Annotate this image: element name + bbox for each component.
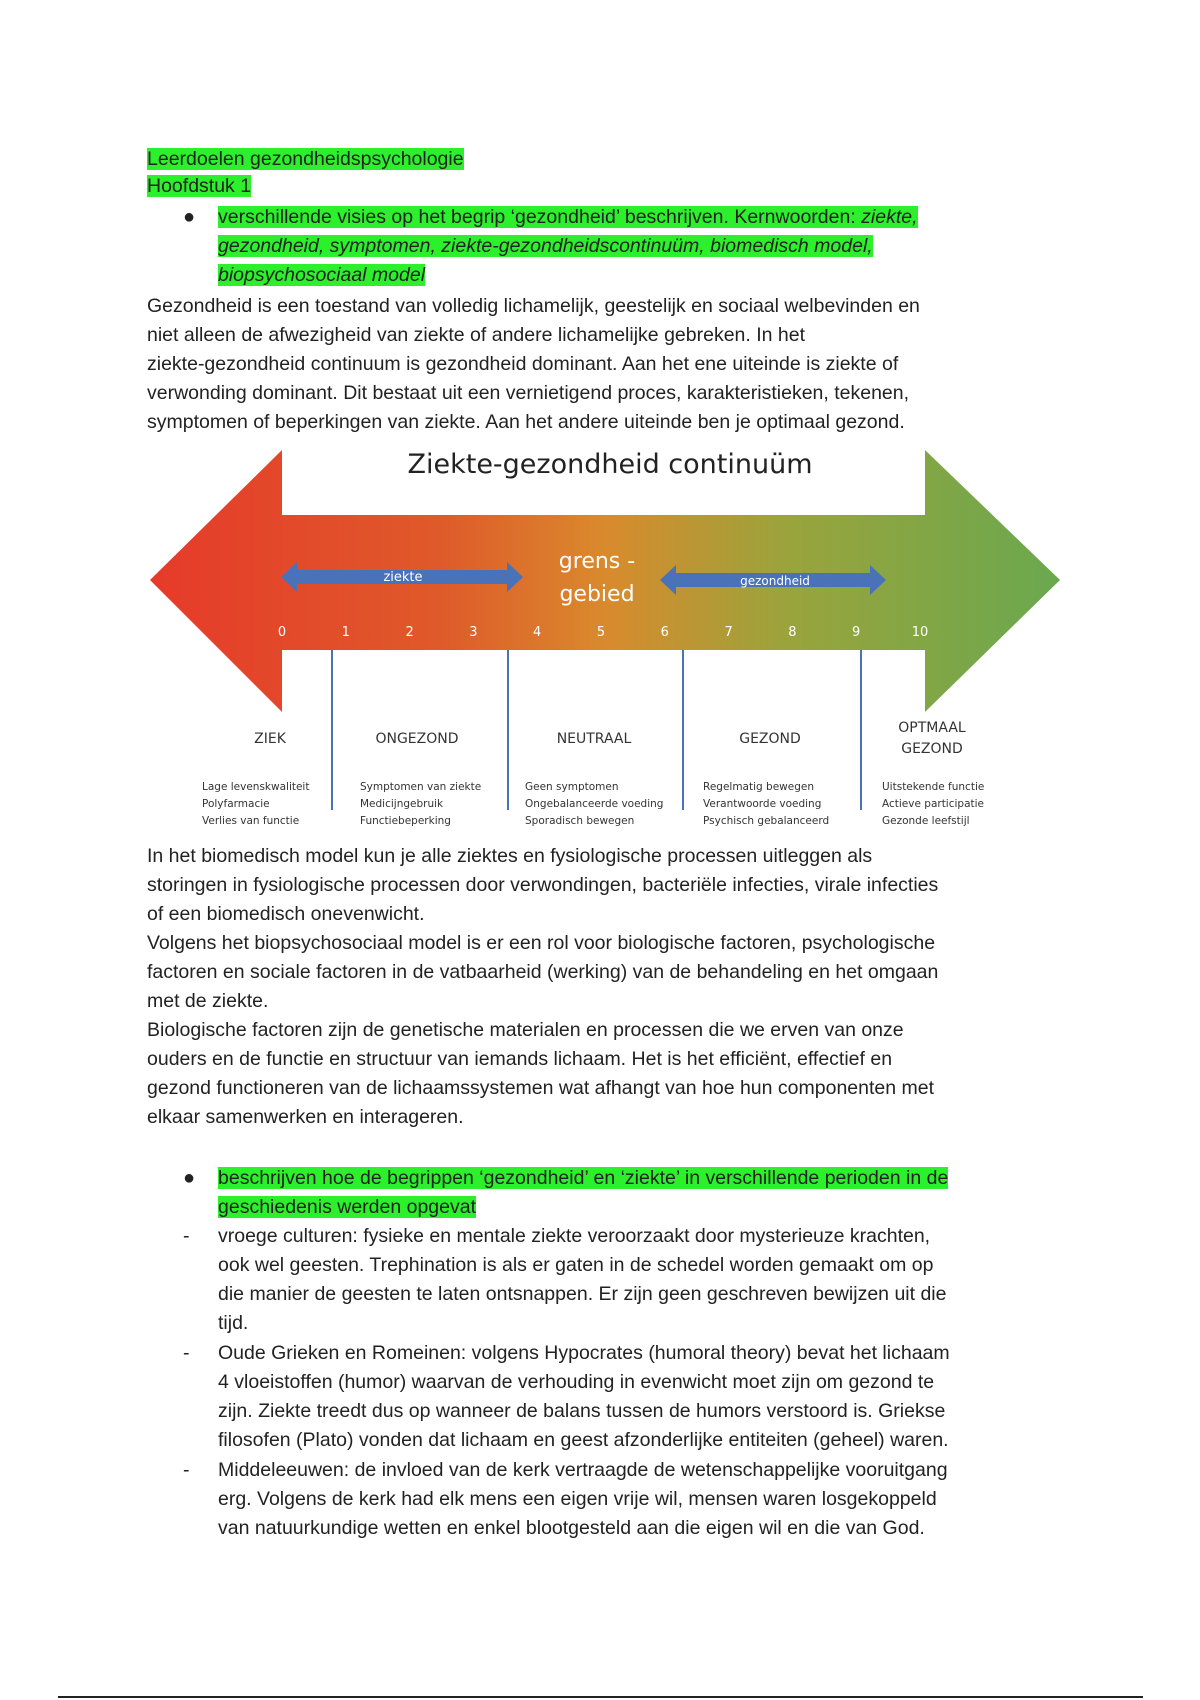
category-items-ongezond [360, 781, 481, 827]
category-item: Uitstekende functie [882, 781, 985, 793]
learning-goal-1: verschillende visies op het begrip ‘gezondheid’ beschrijven. Kernwoorden: ziekte, [218, 206, 918, 228]
bullet-dot: ● [183, 1167, 196, 1189]
paragraph-1-line: verwonding dominant. Dit bestaat uit een vernietigend proces, karakteristieken, tekenen, [147, 382, 910, 404]
scale-number: 5 [596, 625, 606, 640]
category-item: Actieve participatie [882, 798, 985, 810]
history-item-line: filosofen (Plato) vonden dat lichaam en geest afzonderlijke entiteiten (geheel) waren. [218, 1429, 949, 1451]
category-items-optimaal [882, 781, 984, 827]
category-items-gezond [703, 781, 829, 827]
scale-number: 2 [405, 625, 414, 640]
scale-number: 0 [277, 625, 287, 640]
history-item-line: vroege culturen: fysieke en mentale ziekte veroorzaakt door mysterieuze krachten, [218, 1225, 931, 1247]
category-item: Verantwoorde voeding [703, 798, 822, 810]
category-item: Geen symptomen [525, 781, 619, 793]
paragraph-2-line: met de ziekte. [147, 990, 269, 1012]
history-item-line: 4 vloeistoffen (humor) waarvan de verhouding in evenwicht moet zijn om gezond te [218, 1371, 935, 1393]
paragraph-2-line: Biologische factoren zijn de genetische materialen en processen die we erven van onze [147, 1019, 904, 1041]
category-item: Functiebeperking [360, 815, 451, 827]
category-gezond: GEZOND [739, 731, 801, 747]
bullet-dot: ● [183, 206, 196, 228]
history-item-line: Oude Grieken en Romeinen: volgens Hypocrates (humoral theory) bevat het lichaam [218, 1342, 950, 1364]
scale-number: 9 [852, 625, 861, 640]
category-item: Symptomen van ziekte [360, 781, 482, 793]
category-item: Sporadisch bewegen [525, 815, 635, 827]
learning-goal-1-line2: gezondheid, symptomen, ziekte-gezondheidscontinuüm, biomedisch model, [218, 235, 873, 257]
category-item: Lage levenskwaliteit [202, 781, 310, 793]
category-optimaal-line1: OPTMAAL [898, 720, 966, 736]
grensgebied-label-line1: grens - [558, 549, 636, 574]
history-item-line: Middeleeuwen: de invloed van de kerk vertraagde de wetenschappelijke vooruitgang [218, 1459, 948, 1481]
category-item: Gezonde leefstijl [882, 815, 970, 827]
gezondheid-range-label: gezondheid [740, 574, 810, 588]
category-item: Regelmatig bewegen [703, 781, 814, 793]
category-items-ziek [202, 781, 309, 827]
history-item-line: zijn. Ziekte treedt dus op wanneer de balans tussen de humors verstoord is. Griekse [218, 1400, 946, 1422]
history-item-line: van natuurkundige wetten en enkel blootgesteld aan die eigen wil en die van God. [218, 1517, 925, 1539]
category-neutraal: NEUTRAAL [556, 731, 632, 747]
paragraph-2-line: ouders en de functie en structuur van iemands lichaam. Het is het efficiënt, effectief en [147, 1048, 893, 1070]
history-item-line: erg. Volgens de kerk had elk mens een eigen vrije wil, mensen waren losgekoppeld [218, 1488, 937, 1510]
learning-goal-1-line3: biopsychosociaal model [218, 264, 426, 286]
scale-number: 7 [724, 625, 733, 640]
footer-rule [58, 1696, 1143, 1698]
scale-number: 4 [533, 625, 542, 640]
learning-goal-2-line2: geschiedenis werden opgevat [218, 1196, 477, 1218]
category-item: Psychisch gebalanceerd [703, 815, 830, 827]
document-title: Leerdoelen gezondheidspsychologie [147, 148, 464, 170]
dash-marker: - [183, 1225, 190, 1247]
paragraph-1-line: ziekte-gezondheid continuum is gezondheid dominant. Aan het ene uiteinde is ziekte of [147, 353, 899, 375]
paragraph-1-line: symptomen of beperkingen van ziekte. Aan het andere uiteinde ben je optimaal gezond. [147, 411, 905, 433]
history-item-line: ook wel geesten. Trephination is als er gaten in de schedel worden gemaakt om op [218, 1254, 934, 1276]
continuum-diagram [145, 440, 1065, 840]
paragraph-2-line: elkaar samenwerken en interageren. [147, 1106, 464, 1128]
category-item: Ongebalanceerde voeding [525, 798, 664, 810]
paragraph-1-line: Gezondheid is een toestand van volledig lichamelijk, geestelijk en sociaal welbevinden en [147, 295, 920, 317]
chapter-heading: Hoofdstuk 1 [147, 175, 252, 197]
scale-number: 3 [469, 625, 478, 640]
learning-goal-2: beschrijven hoe de begrippen ‘gezondheid’ en ‘ziekte’ in verschillende perioden in de [218, 1167, 949, 1189]
scale-number: 1 [341, 625, 350, 640]
paragraph-2-line: storingen in fysiologische processen door verwondingen, bacteriële infecties, virale infecties [147, 874, 939, 896]
category-ziek: ZIEK [254, 731, 286, 747]
ziekte-range-label: ziekte [383, 570, 423, 585]
grensgebied-label-line2: gebied [559, 582, 635, 607]
scale-number: 8 [788, 625, 797, 640]
paragraph-1-line: niet alleen de afwezigheid van ziekte of andere lichamelijke gebreken. In het [147, 324, 806, 346]
paragraph-2-line: Volgens het biopsychosociaal model is er een rol voor biologische factoren, psychologische [147, 932, 936, 954]
category-ongezond: ONGEZOND [375, 731, 459, 747]
dash-marker: - [183, 1342, 190, 1364]
paragraph-2-line: gezond functioneren van de lichaamssystemen wat afhangt van hoe hun componenten met [147, 1077, 935, 1099]
category-items-neutraal [525, 781, 663, 827]
paragraph-2-line: factoren en sociale factoren in de vatbaarheid (werking) van de behandeling en het omgaan [147, 961, 939, 983]
scale-number: 6 [660, 625, 669, 640]
scale-number: 10 [911, 625, 929, 640]
dash-marker: - [183, 1459, 190, 1481]
history-item-line: die manier de geesten te laten ontsnappen. Er zijn geen geschreven bewijzen uit die [218, 1283, 947, 1305]
category-item: Verlies van functie [202, 815, 300, 827]
paragraph-2-line: In het biomedisch model kun je alle ziektes en fysiologische processen uitleggen als [147, 845, 873, 867]
category-item: Medicijngebruik [360, 798, 444, 810]
category-optimaal-line2: GEZOND [901, 741, 963, 757]
paragraph-2-line: of een biomedisch onevenwicht. [147, 903, 425, 925]
category-item: Polyfarmacie [202, 798, 270, 810]
diagram-title: Ziekte-gezondheid continuüm [407, 449, 813, 480]
history-item-line: tijd. [218, 1312, 249, 1334]
